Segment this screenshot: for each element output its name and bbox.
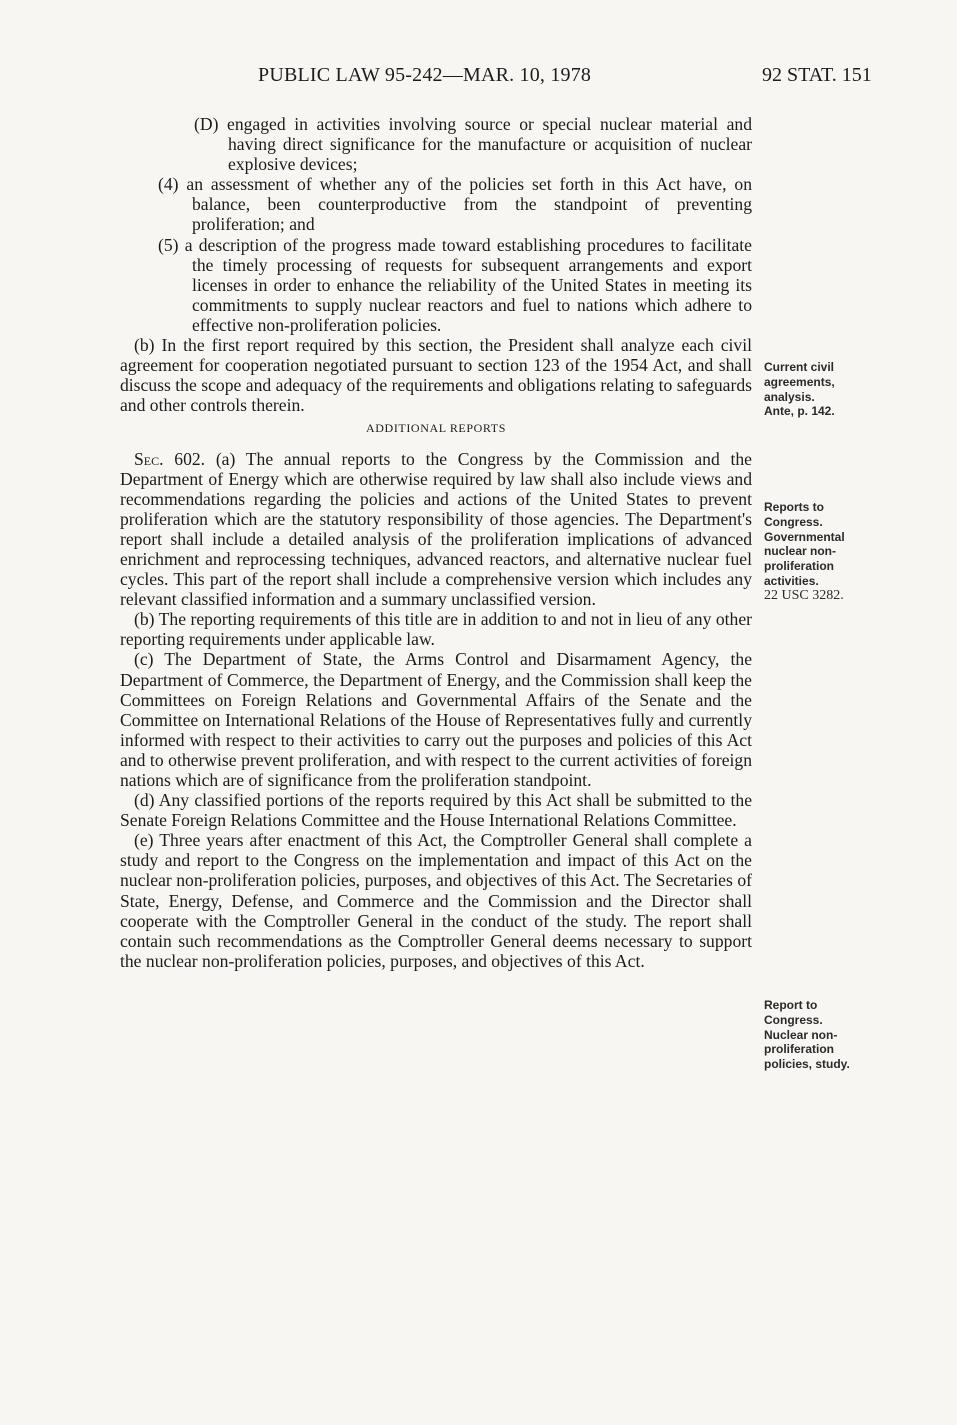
section-label: Sec. [134, 448, 164, 469]
section-heading: ADDITIONAL REPORTS [366, 421, 506, 436]
section-602-a-text: 602. (a) The annual reports to the Congress by the Commission and the Department of Energy which are otherwise required by law shall also include views and recommendations regarding the policies and actions of the United States to prevent proliferation which are the statutory responsibility of those agencies. The Department's report shall include a detailed analysis of the proliferation implications of advanced enrichment and reprocessing techniques, advanced reactors, and alternative nuclear fuel cycles. This part of the report shall include a comprehensive version which includes any relevant classified information and a summary unclassified version. [120, 448, 752, 610]
statute-page-number: 92 STAT. 151 [762, 64, 872, 86]
section-602-b: (b) The reporting requirements of this title are in addition to and not in lieu of any other reporting requirements under applicable law. [120, 609, 752, 650]
section-602-a [120, 449, 752, 610]
section-602-e: (e) Three years after enactment of this Act, the Comptroller General shall complete a study and report to the Congress on the implementation and impact of this Act on the nuclear non-proliferation policies, purposes, and objectives of this Act. The Secretaries of State, Energy, Defense, and Commerce and the Commission and the Director shall cooperate with the Comptroller General in the conduct of the study. The report shall contain such recommendations as the Comptroller General deems necessary to support the nuclear non-proliferation policies, purposes, and objectives of this Act. [120, 830, 752, 971]
item-5: (5) a description of the progress made toward establishing procedures to facilitate the timely processing of requests for subsequent arrangements and export licenses in order to enhance the reliability of the United States in meeting its commitments to supply nuclear reactors and fuel to nations which adhere to effective non-proliferation policies. [158, 234, 752, 335]
page-header [0, 64, 957, 90]
paragraph-b-section-601: (b) In the first report required by this section, the President shall analyze each civil agreement for cooperation negotiated pursuant to section 123 of the 1954 Act, and shall discuss the scope and adequacy of the requirements and obligations relating to safeguards and other controls therein. [120, 335, 752, 416]
main-text [120, 114, 752, 971]
item-d: (D) engaged in activities involving source or special nuclear material and having direct significance for the manufacture or acquisition of nuclear explosive devices; [194, 114, 752, 175]
margin-note-reports-to-congress: Reports to Congress. Governmental nuclear non- proliferation activities. 22 USC 3282. [764, 500, 884, 604]
item-4: (4) an assessment of whether any of the policies set forth in this Act have, on balance, been counterproductive from the standpoint of preventing proliferation; and [158, 174, 752, 235]
margin-note-current-civil-agreements: Current civil agreements, analysis. Ante, p. 142. [764, 360, 835, 419]
margin-note-report-policies-study: Report to Congress. Nuclear non- proliferation policies, study. [764, 998, 850, 1072]
section-602-d: (d) Any classified portions of the reports required by this Act shall be submitted to the Senate Foreign Relations Committee and the House International Relations Committee. [120, 790, 752, 831]
page-title: PUBLIC LAW 95-242—MAR. 10, 1978 [258, 64, 592, 86]
section-602-c: (c) The Department of State, the Arms Control and Disarmament Agency, the Department of Commerce, the Department of Energy, and the Commission shall keep the Committees on Foreign Relations and Governmental Affairs of the Senate and the Committee on International Relations of the House of Representatives fully and currently informed with respect to their activities to carry out the purposes and policies of this Act and to otherwise prevent proliferation, and with respect to the current activities of foreign nations which are of significance from the proliferation standpoint. [120, 649, 752, 790]
usc-citation: 22 USC 3282. [764, 587, 844, 603]
